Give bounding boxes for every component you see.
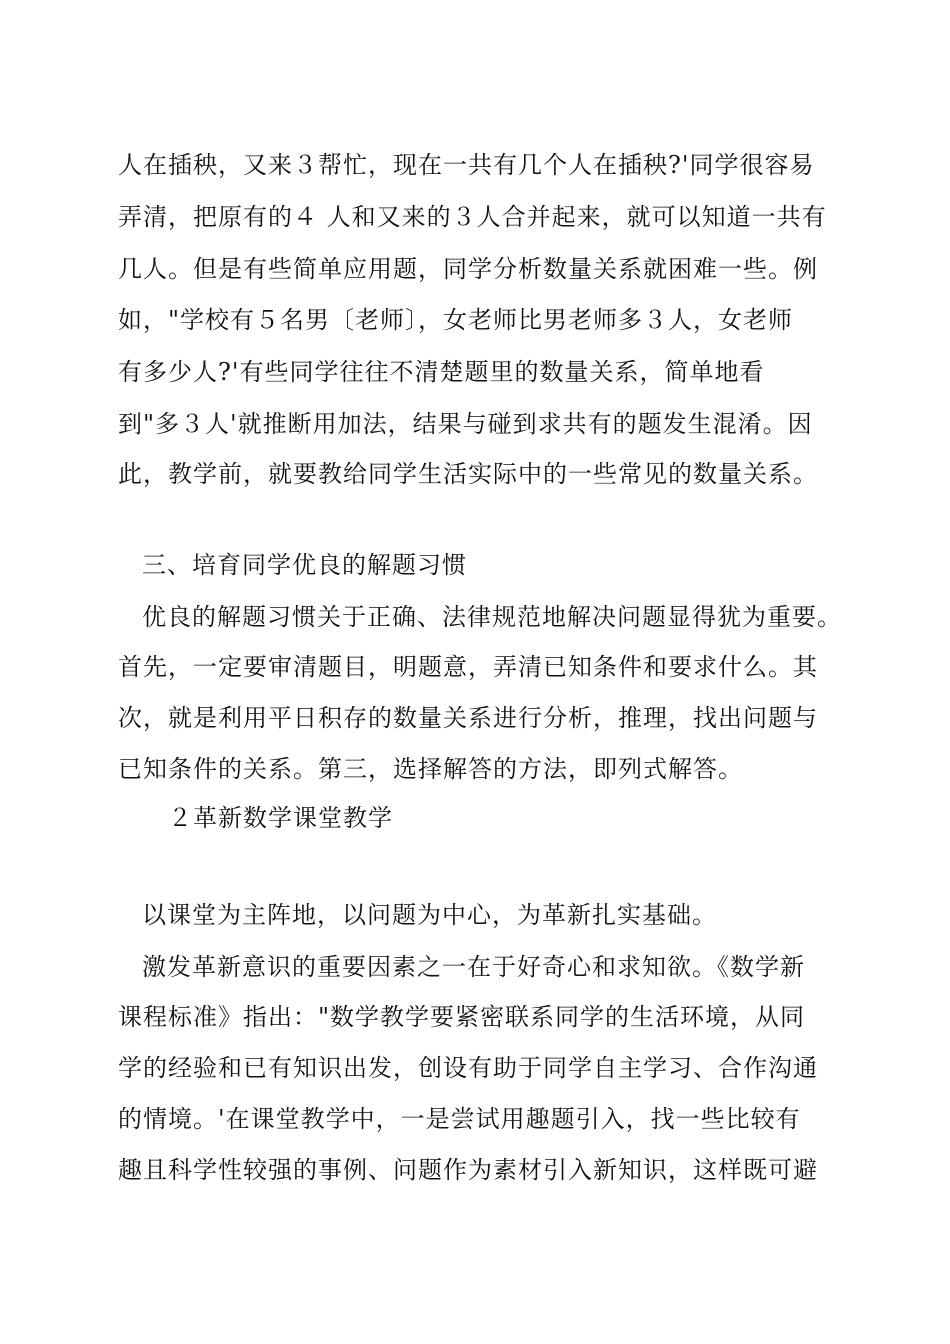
paragraph-line: 此，教学前，就要教给同学生活实际中的一些常见的数量关系。 <box>118 460 818 488</box>
paragraph-line: 以课堂为主阵地，以问题为中心，为革新扎实基础。 <box>142 901 717 929</box>
paragraph-line: 首先，一定要审清题目，明题意，弄清已知条件和要求什么。其 <box>118 653 818 681</box>
paragraph-line: 的情境。'在课堂教学中，一是尝试用趣题引入，找一些比较有 <box>118 1105 801 1133</box>
paragraph-line: 已知条件的关系。第三，选择解答的方法，即列式解答。 <box>118 755 743 783</box>
paragraph-line: 人在插秧，又来３帮忙，现在一共有几个人在插秧?'同学很容易 <box>118 151 815 179</box>
paragraph-line: 到"多３人'就推断用加法，结果与碰到求共有的题发生混淆。因 <box>118 410 813 438</box>
paragraph-line: 趣且科学性较强的事例、问题作为素材引入新知识，这样既可避 <box>118 1156 818 1184</box>
paragraph-line: 课程标准》指出："数学教学要紧密联系同学的生活环境，从同 <box>118 1003 806 1031</box>
section-heading: ２革新数学课堂教学 <box>168 804 393 832</box>
paragraph-line: 优良的解题习惯关于正确、法律规范地解决问题显得犹为重要。 <box>142 603 842 631</box>
paragraph-line: 几人。但是有些简单应用题，同学分析数量关系就困难一些。例 <box>118 255 818 283</box>
paragraph-line: 学的经验和已有知识出发，创设有助于同学自主学习、合作沟通 <box>118 1054 818 1082</box>
paragraph-line: 次，就是利用平日积存的数量关系进行分析，推理，找出问题与 <box>118 704 818 732</box>
section-heading: 三、培育同学优良的解题习惯 <box>142 551 467 579</box>
paragraph-line: 如，"学校有５名男〔老师〕，女老师比男老师多３人，女老师 <box>118 306 794 334</box>
paragraph-line: 有多少人?'有些同学往往不清楚题里的数量关系，简单地看 <box>118 358 765 386</box>
paragraph-line: 弄清，把原有的４ 人和又来的３人合并起来，就可以知道一共有 <box>118 203 827 231</box>
paragraph-line: 激发革新意识的重要因素之一在于好奇心和求知欲。《数学新 <box>142 953 805 981</box>
